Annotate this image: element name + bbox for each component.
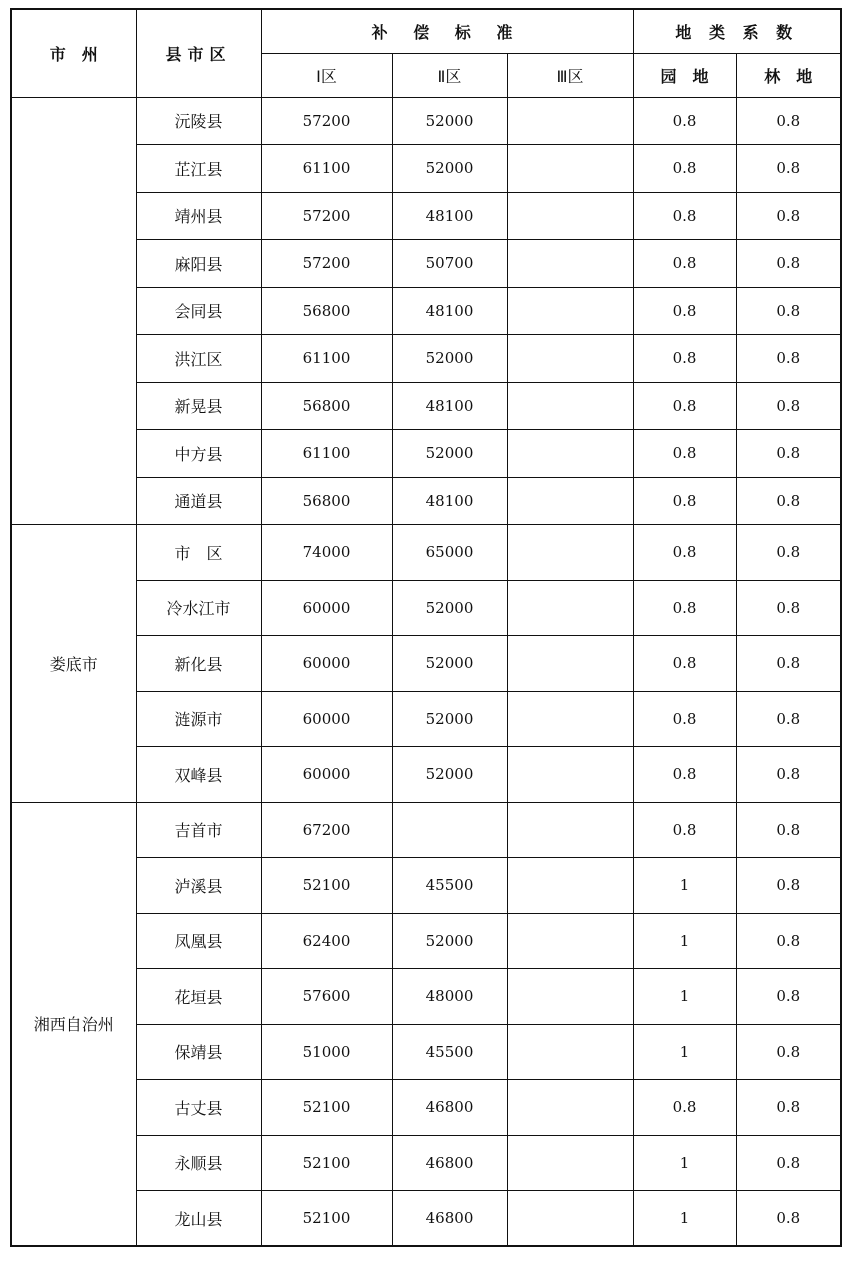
forest-coef-cell: 0.8 bbox=[736, 858, 841, 914]
zone-1-cell: 60000 bbox=[261, 747, 392, 803]
table-row bbox=[11, 1135, 841, 1191]
zone-2-cell: 52000 bbox=[392, 636, 507, 692]
county-cell: 市 区 bbox=[136, 525, 261, 581]
zone-2-cell: 45500 bbox=[392, 858, 507, 914]
zone-3-cell bbox=[507, 969, 633, 1025]
header-zone-3: Ⅲ区 bbox=[507, 53, 633, 97]
county-cell: 芷江县 bbox=[136, 145, 261, 193]
county-cell: 双峰县 bbox=[136, 747, 261, 803]
forest-coef-cell: 0.8 bbox=[736, 525, 841, 581]
header-county: 县市区 bbox=[136, 9, 261, 97]
zone-1-cell: 67200 bbox=[261, 802, 392, 858]
zone-1-cell: 60000 bbox=[261, 636, 392, 692]
zone-2-cell: 45500 bbox=[392, 1024, 507, 1080]
county-cell: 泸溪县 bbox=[136, 858, 261, 914]
zone-2-cell: 48100 bbox=[392, 477, 507, 525]
garden-coef-cell: 1 bbox=[633, 858, 736, 914]
county-cell: 吉首市 bbox=[136, 802, 261, 858]
forest-coef-cell: 0.8 bbox=[736, 287, 841, 335]
table-row bbox=[11, 382, 841, 430]
compensation-table-page bbox=[10, 8, 840, 1247]
garden-coef-cell: 1 bbox=[633, 913, 736, 969]
county-cell: 龙山县 bbox=[136, 1191, 261, 1247]
garden-coef-cell: 0.8 bbox=[633, 525, 736, 581]
garden-coef-cell: 0.8 bbox=[633, 335, 736, 383]
city-cell: 湘西自治州 bbox=[11, 802, 136, 1246]
zone-2-cell: 48100 bbox=[392, 287, 507, 335]
forest-coef-cell: 0.8 bbox=[736, 145, 841, 193]
table-row bbox=[11, 430, 841, 478]
county-cell: 沅陵县 bbox=[136, 97, 261, 145]
zone-2-cell: 52000 bbox=[392, 335, 507, 383]
table-row bbox=[11, 97, 841, 145]
county-cell: 保靖县 bbox=[136, 1024, 261, 1080]
zone-1-cell: 56800 bbox=[261, 382, 392, 430]
forest-coef-cell: 0.8 bbox=[736, 382, 841, 430]
county-cell: 麻阳县 bbox=[136, 240, 261, 288]
table-row bbox=[11, 1191, 841, 1247]
header-city: 市 州 bbox=[11, 9, 136, 97]
zone-1-cell: 62400 bbox=[261, 913, 392, 969]
zone-2-cell: 52000 bbox=[392, 430, 507, 478]
zone-2-cell: 50700 bbox=[392, 240, 507, 288]
header-land-coefficient: 地 类 系 数 bbox=[633, 9, 841, 53]
zone-3-cell bbox=[507, 382, 633, 430]
table-body bbox=[11, 97, 841, 1246]
garden-coef-cell: 0.8 bbox=[633, 747, 736, 803]
zone-3-cell bbox=[507, 913, 633, 969]
forest-coef-cell: 0.8 bbox=[736, 1080, 841, 1136]
zone-1-cell: 57200 bbox=[261, 97, 392, 145]
zone-3-cell bbox=[507, 1191, 633, 1247]
forest-coef-cell: 0.8 bbox=[736, 1135, 841, 1191]
table-row bbox=[11, 802, 841, 858]
county-cell: 古丈县 bbox=[136, 1080, 261, 1136]
zone-3-cell bbox=[507, 192, 633, 240]
table-row bbox=[11, 525, 841, 581]
zone-2-cell: 52000 bbox=[392, 913, 507, 969]
forest-coef-cell: 0.8 bbox=[736, 335, 841, 383]
header-compensation-standard: 补 偿 标 准 bbox=[261, 9, 633, 53]
zone-2-cell: 48100 bbox=[392, 382, 507, 430]
forest-coef-cell: 0.8 bbox=[736, 636, 841, 692]
table-row bbox=[11, 913, 841, 969]
zone-1-cell: 61100 bbox=[261, 335, 392, 383]
zone-3-cell bbox=[507, 580, 633, 636]
county-cell: 靖州县 bbox=[136, 192, 261, 240]
garden-coef-cell: 1 bbox=[633, 1024, 736, 1080]
zone-1-cell: 56800 bbox=[261, 287, 392, 335]
forest-coef-cell: 0.8 bbox=[736, 580, 841, 636]
table-row bbox=[11, 969, 841, 1025]
zone-3-cell bbox=[507, 1135, 633, 1191]
forest-coef-cell: 0.8 bbox=[736, 913, 841, 969]
zone-1-cell: 52100 bbox=[261, 858, 392, 914]
zone-3-cell bbox=[507, 636, 633, 692]
garden-coef-cell: 1 bbox=[633, 1135, 736, 1191]
county-cell: 花垣县 bbox=[136, 969, 261, 1025]
garden-coef-cell: 0.8 bbox=[633, 580, 736, 636]
zone-1-cell: 61100 bbox=[261, 430, 392, 478]
zone-3-cell bbox=[507, 747, 633, 803]
garden-coef-cell: 0.8 bbox=[633, 97, 736, 145]
table-row bbox=[11, 1080, 841, 1136]
zone-2-cell: 52000 bbox=[392, 97, 507, 145]
table-row bbox=[11, 145, 841, 193]
garden-coef-cell: 0.8 bbox=[633, 1080, 736, 1136]
forest-coef-cell: 0.8 bbox=[736, 192, 841, 240]
zone-2-cell: 46800 bbox=[392, 1135, 507, 1191]
forest-coef-cell: 0.8 bbox=[736, 1191, 841, 1247]
zone-3-cell bbox=[507, 430, 633, 478]
table-header bbox=[11, 9, 841, 97]
garden-coef-cell: 0.8 bbox=[633, 287, 736, 335]
garden-coef-cell: 1 bbox=[633, 969, 736, 1025]
compensation-standard-table bbox=[10, 8, 842, 1247]
table-row bbox=[11, 335, 841, 383]
zone-2-cell: 52000 bbox=[392, 691, 507, 747]
zone-3-cell bbox=[507, 858, 633, 914]
table-row bbox=[11, 1024, 841, 1080]
zone-2-cell: 48100 bbox=[392, 192, 507, 240]
zone-1-cell: 52100 bbox=[261, 1191, 392, 1247]
zone-1-cell: 57200 bbox=[261, 240, 392, 288]
county-cell: 洪江区 bbox=[136, 335, 261, 383]
zone-2-cell: 46800 bbox=[392, 1080, 507, 1136]
garden-coef-cell: 0.8 bbox=[633, 802, 736, 858]
zone-2-cell: 65000 bbox=[392, 525, 507, 581]
header-zone-2: Ⅱ区 bbox=[392, 53, 507, 97]
county-cell: 涟源市 bbox=[136, 691, 261, 747]
zone-1-cell: 52100 bbox=[261, 1135, 392, 1191]
zone-2-cell: 48000 bbox=[392, 969, 507, 1025]
county-cell: 凤凰县 bbox=[136, 913, 261, 969]
zone-2-cell: 52000 bbox=[392, 580, 507, 636]
garden-coef-cell: 0.8 bbox=[633, 691, 736, 747]
garden-coef-cell: 1 bbox=[633, 1191, 736, 1247]
zone-1-cell: 60000 bbox=[261, 691, 392, 747]
zone-1-cell: 57600 bbox=[261, 969, 392, 1025]
forest-coef-cell: 0.8 bbox=[736, 240, 841, 288]
zone-3-cell bbox=[507, 525, 633, 581]
county-cell: 会同县 bbox=[136, 287, 261, 335]
table-row bbox=[11, 287, 841, 335]
garden-coef-cell: 0.8 bbox=[633, 240, 736, 288]
zone-1-cell: 60000 bbox=[261, 580, 392, 636]
zone-2-cell: 52000 bbox=[392, 145, 507, 193]
zone-3-cell bbox=[507, 97, 633, 145]
county-cell: 新晃县 bbox=[136, 382, 261, 430]
zone-3-cell bbox=[507, 335, 633, 383]
county-cell: 通道县 bbox=[136, 477, 261, 525]
zone-1-cell: 57200 bbox=[261, 192, 392, 240]
forest-coef-cell: 0.8 bbox=[736, 691, 841, 747]
zone-1-cell: 52100 bbox=[261, 1080, 392, 1136]
county-cell: 永顺县 bbox=[136, 1135, 261, 1191]
table-row bbox=[11, 240, 841, 288]
header-zone-1: Ⅰ区 bbox=[261, 53, 392, 97]
zone-3-cell bbox=[507, 477, 633, 525]
garden-coef-cell: 0.8 bbox=[633, 145, 736, 193]
county-cell: 冷水江市 bbox=[136, 580, 261, 636]
zone-1-cell: 51000 bbox=[261, 1024, 392, 1080]
zone-3-cell bbox=[507, 1080, 633, 1136]
zone-3-cell bbox=[507, 240, 633, 288]
forest-coef-cell: 0.8 bbox=[736, 430, 841, 478]
garden-coef-cell: 0.8 bbox=[633, 192, 736, 240]
garden-coef-cell: 0.8 bbox=[633, 430, 736, 478]
zone-3-cell bbox=[507, 802, 633, 858]
county-cell: 新化县 bbox=[136, 636, 261, 692]
zone-3-cell bbox=[507, 287, 633, 335]
forest-coef-cell: 0.8 bbox=[736, 477, 841, 525]
table-row bbox=[11, 580, 841, 636]
city-cell bbox=[11, 97, 136, 525]
forest-coef-cell: 0.8 bbox=[736, 97, 841, 145]
table-row bbox=[11, 477, 841, 525]
zone-2-cell: 52000 bbox=[392, 747, 507, 803]
table-row bbox=[11, 636, 841, 692]
garden-coef-cell: 0.8 bbox=[633, 477, 736, 525]
forest-coef-cell: 0.8 bbox=[736, 802, 841, 858]
forest-coef-cell: 0.8 bbox=[736, 969, 841, 1025]
table-row bbox=[11, 691, 841, 747]
zone-3-cell bbox=[507, 691, 633, 747]
garden-coef-cell: 0.8 bbox=[633, 636, 736, 692]
zone-3-cell bbox=[507, 1024, 633, 1080]
forest-coef-cell: 0.8 bbox=[736, 747, 841, 803]
county-cell: 中方县 bbox=[136, 430, 261, 478]
table-row bbox=[11, 192, 841, 240]
zone-1-cell: 56800 bbox=[261, 477, 392, 525]
zone-1-cell: 74000 bbox=[261, 525, 392, 581]
header-garden: 园 地 bbox=[633, 53, 736, 97]
zone-2-cell bbox=[392, 802, 507, 858]
table-row bbox=[11, 747, 841, 803]
zone-2-cell: 46800 bbox=[392, 1191, 507, 1247]
zone-1-cell: 61100 bbox=[261, 145, 392, 193]
garden-coef-cell: 0.8 bbox=[633, 382, 736, 430]
zone-3-cell bbox=[507, 145, 633, 193]
city-cell: 娄底市 bbox=[11, 525, 136, 803]
table-row bbox=[11, 858, 841, 914]
forest-coef-cell: 0.8 bbox=[736, 1024, 841, 1080]
header-forest: 林 地 bbox=[736, 53, 841, 97]
